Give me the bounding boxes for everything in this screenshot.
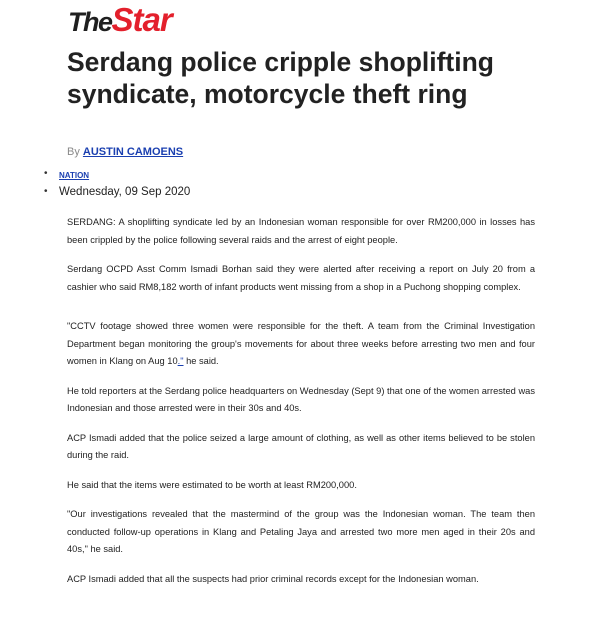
article-meta-list [0,167,190,201]
article-paragraph: ACP Ismadi added that all the suspects had prior criminal records except for the Indonesian woman. [67,573,479,584]
byline-prefix: By [67,146,80,158]
quote-attribution: he said. [183,356,219,366]
author-link[interactable]: AUSTIN CAMOENS [82,146,184,158]
the-star-logo[interactable] [68,2,172,38]
article-paragraph-quote [67,318,535,371]
article-body [67,214,535,588]
article-paragraph: SERDANG: A shoplifting syndicate led by an Indonesian woman responsible for over RM200,000 in losses has been crippled by the police following several raids and the arrest of eight people. [67,217,535,245]
article-paragraph: He said that the items were estimated to be worth at least RM200,000. [67,479,357,490]
byline [67,145,183,159]
meta-item-date [0,183,190,201]
article-paragraph: He told reporters at the Serdang police headquarters on Wednesday (Sept 9) that one of the women arrested was Indonesian and those arrested were in their 30s and 40s. [67,385,535,413]
category-link[interactable]: NATION [59,171,90,180]
article-paragraph: Serdang OCPD Asst Comm Ismadi Borhan said they were alerted after receiving a report on July 20 from a cashier who said RM8,182 worth of infant products went missing from a shop in a Puchong shopping complex. [67,264,535,292]
bullet-icon: • [44,168,48,179]
publish-date: Wednesday, 09 Sep 2020 [59,186,191,198]
logo-text-the: The [68,7,112,37]
meta-item-category [0,167,190,183]
quote-text: "CCTV footage showed three women were responsible for the theft. A team from the Criminal Investigation Department began monitoring the group's movements for about three weeks before arresting two men and four women in Klang on Aug 10 [67,321,535,366]
bullet-icon: • [44,186,48,197]
article-paragraph: "Our investigations revealed that the mastermind of the group was the Indonesian woman. The team then conducted follow-up operations in Klang and Petaling Jaya and arrested two more men aged in their 20s and 40s," he said. [67,509,535,554]
article-paragraph: ACP Ismadi added that the police seized a large amount of clothing, as well as other items believed to be stolen during the raid. [67,432,535,460]
article-headline: Serdang police cripple shoplifting syndicate, motorcycle theft ring [67,47,494,109]
logo-text-star: Star [111,1,172,38]
quote-link[interactable]: ." [177,356,184,366]
